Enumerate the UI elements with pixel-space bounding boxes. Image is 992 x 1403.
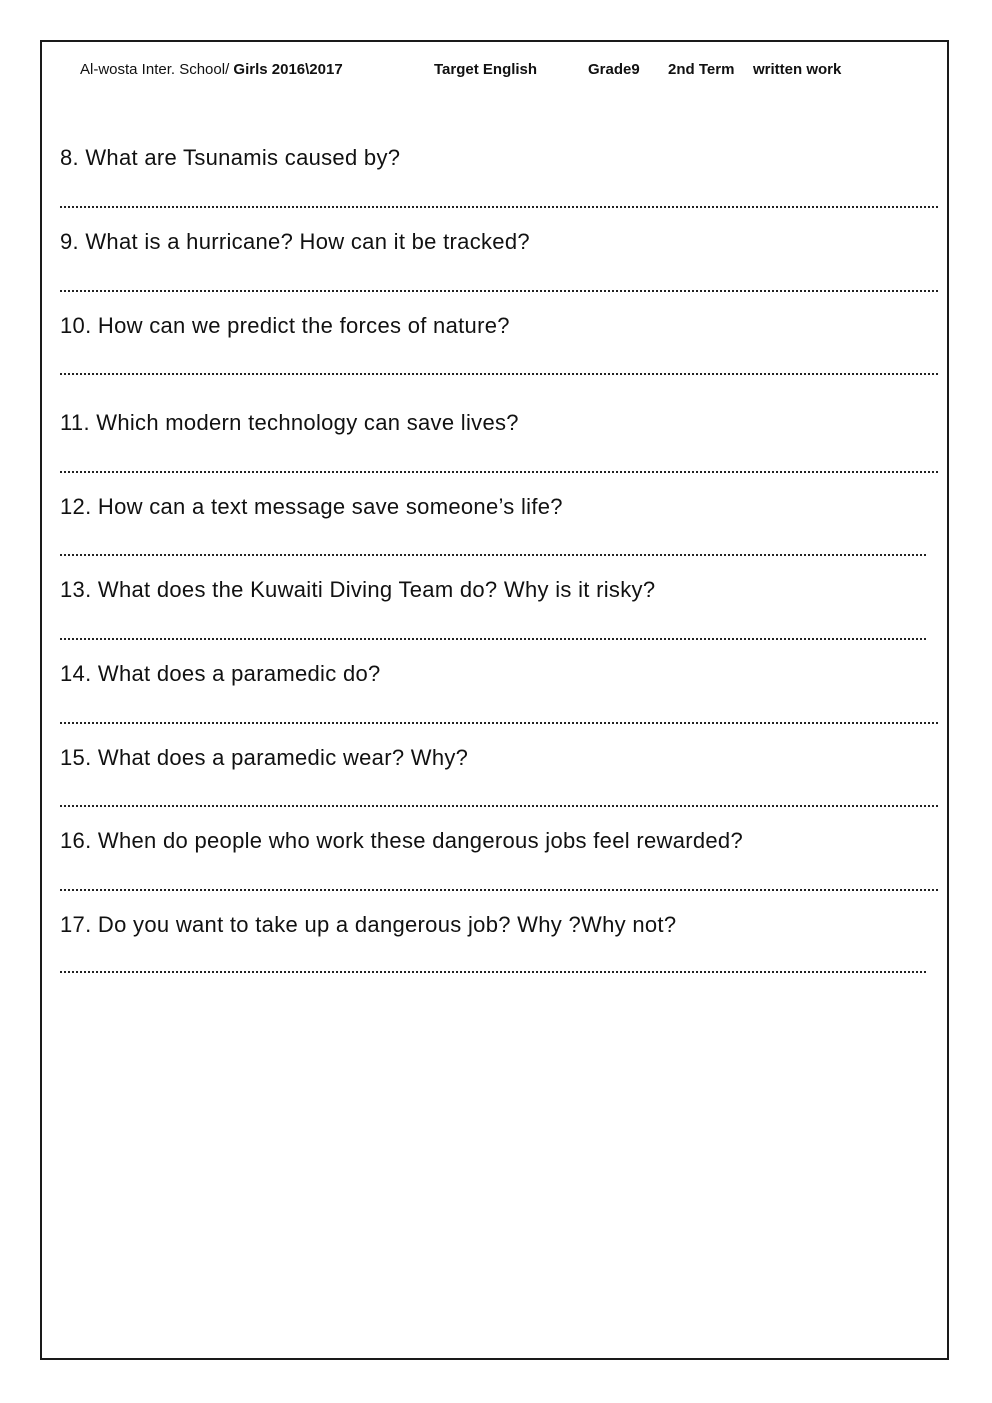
question-11: 11. Which modern technology can save lives? [60, 410, 519, 435]
answer-line-17[interactable] [60, 971, 926, 973]
answer-line-10[interactable] [60, 373, 938, 375]
question-8: 8. What are Tsunamis caused by? [60, 145, 401, 170]
question-17: 17. Do you want to take up a dangerous job? Why ?Why not? [60, 912, 677, 937]
answer-line-16[interactable] [60, 889, 938, 891]
answer-line-13[interactable] [60, 638, 926, 640]
answer-line-14[interactable] [60, 722, 938, 724]
school-name: Al-wosta Inter. School/ Girls 2016\2017 [80, 61, 343, 78]
question-13: 13. What does the Kuwaiti Diving Team do? Why is it risky? [60, 577, 656, 602]
question-9: 9. What is a hurricane? How can it be tracked? [60, 229, 530, 254]
term-label: 2nd Term [668, 61, 735, 78]
work-type-label: written work [753, 61, 842, 78]
answer-line-8[interactable] [60, 206, 938, 208]
answer-line-12[interactable] [60, 554, 926, 556]
answer-line-11[interactable] [60, 471, 938, 473]
worksheet-header [80, 61, 940, 83]
question-16: 16. When do people who work these dangerous jobs feel rewarded? [60, 828, 743, 853]
school-year: Girls 2016\2017 [233, 61, 343, 78]
question-10: 10. How can we predict the forces of nature? [60, 313, 510, 338]
grade-label: Grade9 [588, 61, 640, 78]
question-14: 14. What does a paramedic do? [60, 661, 381, 686]
answer-line-9[interactable] [60, 290, 938, 292]
question-15: 15. What does a paramedic wear? Why? [60, 745, 469, 770]
subject-label: Target English [434, 61, 538, 78]
question-12: 12. How can a text message save someone’s life? [60, 494, 563, 519]
answer-line-15[interactable] [60, 805, 938, 807]
